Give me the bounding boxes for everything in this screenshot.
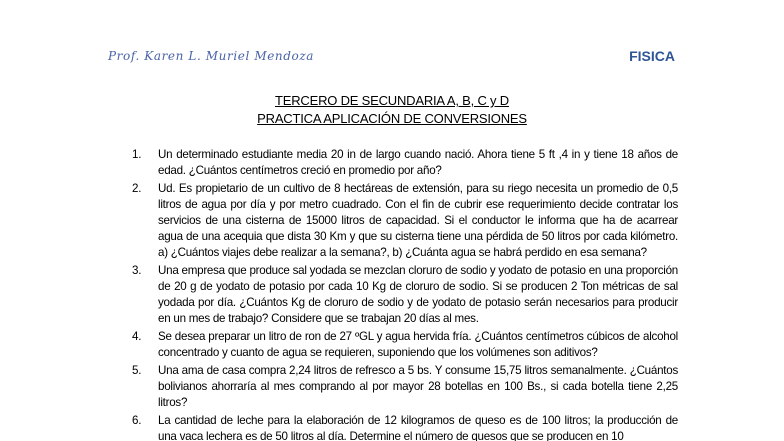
item-text: Se desea preparar un litro de ron de 27 ºGL y agua hervida fría. ¿Cuántos centímetros cúbicos de alcohol concentrado y cuanto de agua se requieren, suponiendo que los volúmenes son aditivos?: [158, 330, 678, 359]
list-item: [132, 263, 678, 327]
author-name: Prof. Karen L. Muriel Mendoza: [108, 49, 315, 63]
item-number: 4.: [132, 330, 142, 343]
item-number: 5.: [132, 364, 142, 377]
item-number: 6.: [132, 414, 142, 427]
list-item: [132, 147, 678, 179]
item-text: Una ama de casa compra 2,24 litros de refresco a 5 bs. Y consume 15,75 litros semanalmente. ¿Cuántos bolivianos ahorraría al mes comprando al por mayor 28 botellas en 100 Bs., si cada botella tiene 2,25 litros?: [158, 364, 678, 409]
item-text: Ud. Es propietario de un cultivo de 8 hectáreas de extensión, para su riego necesita un promedio de 0,5 litros de agua por día y por metro cuadrado. Con el fin de cubrir ese requerimiento decide contratar los servicios de una cisterna de 15000 litros de capacidad. Si el conductor le informa que ha de acarrear agua de una acequia que dista 30 Km y que su cisterna tiene una pérdida de 50 litros por cada kilómetro. a) ¿Cuántos viajes debe realizar a la semana?, b) ¿Cuánta agua se habrá perdido en esa semana?: [158, 182, 678, 259]
problem-list: [132, 147, 678, 441]
item-number: 1.: [132, 148, 142, 161]
document-subtitle: PRACTICA APLICACIÓN DE CONVERSIONES: [257, 111, 527, 126]
item-number: 3.: [132, 264, 142, 277]
list-item: [132, 363, 678, 411]
item-text: La cantidad de leche para la elaboración de 12 kilogramos de queso es de 100 litros; la producción de una vaca lechera es de 50 litros al día. Determine el número de quesos que se producen en 10: [158, 414, 678, 441]
subject-heading: FISICA: [629, 48, 675, 64]
list-item: [132, 329, 678, 361]
document-title: TERCERO DE SECUNDARIA A, B, C y D: [275, 93, 509, 108]
item-text: Una empresa que produce sal yodada se mezclan cloruro de sodio y yodato de potasio en una proporción de 20 g de yodato de potasio por cada 10 Kg de cloruro de sodio. Si se producen 2 Ton métricas de sal yodada por día. ¿Cuántos Kg de cloruro de sodio y de yodato de potasio serán necesarios para producir en un mes de trabajo? Considere que se trabajan 20 días al mes.: [158, 264, 678, 325]
item-number: 2.: [132, 182, 142, 195]
list-item: [132, 181, 678, 261]
list-item: [132, 413, 678, 441]
item-text: Un determinado estudiante media 20 in de largo cuando nació. Ahora tiene 5 ft ,4 in y tiene 18 años de edad. ¿Cuántos centímetros creció en promedio por año?: [158, 148, 678, 177]
